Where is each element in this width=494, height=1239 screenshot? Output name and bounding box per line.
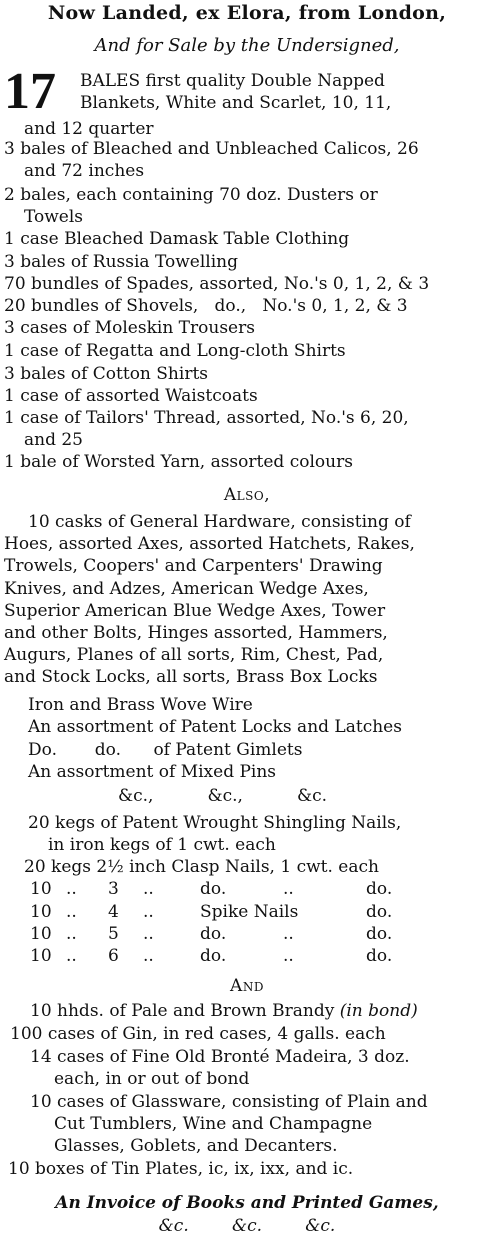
spirits-line: 100 cases of Gin, in red cases, 4 galls. each (10, 1024, 386, 1044)
spirits-line (30, 1000, 418, 1022)
hardware-line: Do. do. of Patent Gimlets (28, 740, 303, 760)
hardware-line: 20 kegs 2½ inch Clasp Nails, 1 cwt. each (24, 857, 379, 877)
nails-size: 3 (108, 879, 119, 899)
nails-quantity: 10 (30, 946, 52, 966)
nails-table-row (0, 923, 494, 945)
nails-weight: do. (366, 902, 393, 922)
nails-dots: .. (143, 902, 154, 922)
list-item: 3 bales of Bleached and Unbleached Calicos, 26 (4, 139, 419, 159)
nails-dots: .. (143, 879, 154, 899)
hardware-line: in iron kegs of 1 cwt. each (48, 835, 276, 855)
list-item: 1 case of Regatta and Long-cloth Shirts (4, 341, 346, 361)
hardware-line: An assortment of Mixed Pins (28, 762, 277, 782)
hardware-line: Knives, and Adzes, American Wedge Axes, (4, 579, 369, 599)
nails-size: 4 (108, 902, 119, 922)
nails-weight: do. (366, 924, 393, 944)
list-item: 20 bundles of Shovels, do., No.'s 0, 1, 2, & 3 (4, 296, 408, 316)
hardware-line: Superior American Blue Wedge Axes, Tower (4, 601, 386, 621)
nails-type: do. (200, 924, 227, 944)
list-item: 1 case Bleached Damask Table Clothing (4, 229, 350, 249)
list-item: 2 bales, each containing 70 doz. Dusters or (4, 185, 378, 205)
list-item: 3 bales of Cotton Shirts (4, 364, 208, 384)
nails-quantity: 10 (30, 924, 52, 944)
nails-dots: .. (283, 946, 294, 966)
footer-invoice-line: An Invoice of Books and Printed Games, (55, 1193, 439, 1213)
in-bond-note: (in bond) (339, 1001, 418, 1021)
hardware-line: and other Bolts, Hinges assorted, Hammers, (4, 623, 388, 643)
nails-weight: do. (366, 946, 393, 966)
spirits-line: 14 cases of Fine Old Bronté Madeira, 3 doz. (30, 1047, 410, 1067)
hardware-line: Iron and Brass Wove Wire (28, 695, 253, 715)
nails-dots: .. (66, 946, 77, 966)
spirits-line: 10 cases of Glassware, consisting of Plain and (30, 1092, 428, 1112)
list-item: 1 case of Tailors' Thread, assorted, No.'s 6, 20, (4, 408, 409, 428)
nails-dots: .. (66, 902, 77, 922)
etcetera-line: &c., &c., &c. (118, 786, 328, 806)
nails-size: 6 (108, 946, 119, 966)
nails-type: Spike Nails (200, 902, 299, 922)
nails-quantity: 10 (30, 902, 52, 922)
spirits-line: each, in or out of bond (54, 1069, 250, 1089)
spirits-line: 10 boxes of Tin Plates, ic, ix, ixx, and ic. (8, 1159, 354, 1179)
ad-subheadline: And for Sale by the Undersigned, (94, 35, 400, 56)
intro-line: BALES first quality Double Napped (80, 71, 385, 91)
list-item: Towels (24, 207, 84, 227)
footer-etcetera: &c. &c. &c. (158, 1216, 336, 1236)
list-item: 1 bale of Worsted Yarn, assorted colours (4, 452, 353, 472)
nails-type: do. (200, 879, 227, 899)
list-item: 3 cases of Moleskin Trousers (4, 318, 255, 338)
nails-dots: .. (283, 924, 294, 944)
list-item: and 72 inches (24, 161, 145, 181)
hardware-line: Augurs, Planes of all sorts, Rim, Chest, Pad, (4, 645, 384, 665)
spirits-text: 10 hhds. of Pale and Brown Brandy (30, 1001, 340, 1021)
hardware-line: 10 casks of General Hardware, consisting of (28, 512, 411, 532)
section-heading-and: And (230, 976, 264, 996)
list-item: 1 case of assorted Waistcoats (4, 386, 258, 406)
list-item: 70 bundles of Spades, assorted, No.'s 0, 1, 2, & 3 (4, 274, 430, 294)
hardware-line: Trowels, Coopers' and Carpenters' Drawing (4, 556, 383, 576)
hardware-line: An assortment of Patent Locks and Latches (28, 717, 402, 737)
hardware-line: 20 kegs of Patent Wrought Shingling Nails, (28, 813, 402, 833)
list-item: 3 bales of Russia Towelling (4, 252, 238, 272)
nails-table-row (0, 878, 494, 900)
nails-dots: .. (143, 946, 154, 966)
intro-line: and 12 quarter (24, 119, 154, 139)
hardware-line: Hoes, assorted Axes, assorted Hatchets, Rakes, (4, 534, 415, 554)
nails-table-row (0, 901, 494, 923)
drop-cap-number: 17 (4, 63, 56, 120)
nails-quantity: 10 (30, 879, 52, 899)
hardware-line: and Stock Locks, all sorts, Brass Box Locks (4, 667, 378, 687)
nails-dots: .. (143, 924, 154, 944)
nails-dots: .. (283, 879, 294, 899)
section-heading-also: Also, (223, 485, 271, 505)
nails-dots: .. (66, 924, 77, 944)
nails-size: 5 (108, 924, 119, 944)
ad-headline: Now Landed, ex Elora, from London, (47, 2, 447, 24)
intro-line: Blankets, White and Scarlet, 10, 11, (80, 93, 392, 113)
list-item: and 25 (24, 430, 84, 450)
spirits-line: Cut Tumblers, Wine and Champagne (54, 1114, 373, 1134)
nails-table-row (0, 945, 494, 967)
spirits-line: Glasses, Goblets, and Decanters. (54, 1136, 338, 1156)
nails-weight: do. (366, 879, 393, 899)
nails-dots: .. (66, 879, 77, 899)
nails-type: do. (200, 946, 227, 966)
